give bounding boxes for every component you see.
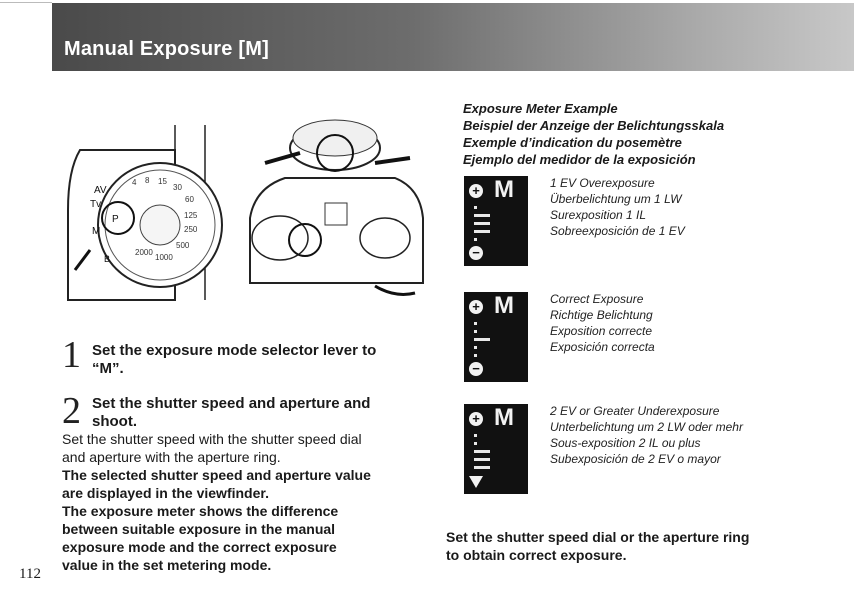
example-title-fr: Exemple d’indication du posemètre — [463, 135, 682, 150]
mode-indicator: M — [494, 176, 514, 203]
viewfinder-panel-underexposure — [464, 404, 528, 494]
minus-icon: − — [469, 246, 483, 260]
camera-top-illustration — [245, 108, 425, 308]
meter-tick — [474, 330, 477, 333]
closing-instruction — [446, 528, 749, 564]
meter-tick — [474, 458, 490, 461]
panel-3-line-2: Unterbelichtung um 2 LW oder mehr — [550, 420, 743, 434]
dial-label-15: 15 — [158, 177, 167, 186]
meter-tick — [474, 214, 490, 217]
dial-label-m: M — [92, 226, 101, 237]
meter-tick — [474, 338, 490, 341]
dial-label-4: 4 — [132, 178, 137, 187]
panel-2-line-1: Correct Exposure — [550, 292, 644, 306]
minus-icon: − — [469, 362, 483, 376]
step-2-heading-line-1: Set the shutter speed and aperture and — [92, 395, 371, 412]
meter-tick — [474, 230, 490, 233]
dial-label-125: 125 — [184, 211, 198, 220]
step-1-number: 1 — [62, 334, 81, 376]
dial-label-p: P — [112, 214, 119, 225]
dial-label-2000: 2000 — [135, 248, 153, 257]
meter-tick — [474, 238, 477, 241]
plus-icon: + — [469, 300, 483, 314]
dial-label-30: 30 — [173, 183, 182, 192]
panel-1-line-1: 1 EV Overexposure — [550, 176, 655, 190]
panel-1-line-3: Surexposition 1 IL — [550, 208, 647, 222]
panel-1-line-4: Sobreexposición de 1 EV — [550, 224, 685, 238]
mode-indicator: M — [494, 404, 514, 431]
panel-2-line-3: Exposition correcte — [550, 324, 653, 338]
step-2-heading-line-2: shoot. — [92, 413, 137, 430]
step-2-bold-line-5: exposure mode and the correct exposure — [62, 539, 337, 555]
step-1-heading-line-2: “M”. — [92, 360, 124, 377]
dial-label-500: 500 — [176, 241, 190, 250]
step-2-bold-line-2: are displayed in the viewfinder. — [62, 485, 269, 501]
panel-2-line-2: Richtige Belichtung — [550, 308, 653, 322]
example-title-de: Beispiel der Anzeige der Belichtungsskala — [463, 118, 725, 133]
page-number: 112 — [19, 566, 41, 582]
step-2-bold-line-1: The selected shutter speed and aperture value — [62, 467, 371, 483]
plus-icon: + — [469, 412, 483, 426]
closing-line-1: Set the shutter speed dial or the aperture ring — [446, 529, 750, 545]
step-2-body-line-2: and aperture with the aperture ring. — [62, 449, 281, 465]
meter-tick — [474, 466, 490, 469]
panel-3-line-4: Subexposición de 2 EV o mayor — [550, 452, 721, 466]
panel-3-line-1: 2 EV or Greater Underexposure — [550, 404, 720, 418]
meter-tick — [474, 442, 477, 445]
meter-tick — [474, 450, 490, 453]
viewfinder-panel-overexposure — [464, 176, 528, 266]
page-title: Manual Exposure [M] — [64, 38, 269, 60]
dial-label-250: 250 — [184, 225, 198, 234]
viewfinder-panel-correct — [464, 292, 528, 382]
mode-dial-illustration — [60, 110, 238, 305]
step-2-bold-line-6: value in the set metering mode. — [62, 557, 272, 573]
meter-tick — [474, 206, 477, 209]
mode-indicator: M — [494, 292, 514, 319]
dial-label-60: 60 — [185, 195, 194, 204]
dial-label-b: B — [104, 254, 111, 264]
step-2-bold-line-3: The exposure meter shows the difference — [62, 503, 339, 519]
dial-label-8: 8 — [145, 176, 150, 185]
step-2-number: 2 — [62, 390, 81, 432]
panel-3-line-3: Sous-exposition 2 IL ou plus — [550, 436, 701, 450]
dial-label-av: AV — [94, 185, 107, 196]
panel-2-line-4: Exposición correcta — [550, 340, 655, 354]
plus-icon: + — [469, 184, 483, 198]
meter-tick — [474, 222, 490, 225]
dial-label-1000: 1000 — [155, 253, 173, 262]
step-2-body-line-1: Set the shutter speed with the shutter speed dial — [62, 431, 362, 447]
closing-line-2: to obtain correct exposure. — [446, 547, 627, 563]
meter-tick — [474, 322, 477, 325]
example-title-es: Ejemplo del medidor de la exposición — [463, 152, 696, 167]
meter-tick — [474, 434, 477, 437]
example-title-en: Exposure Meter Example — [463, 101, 618, 116]
dial-label-tv: Tv — [90, 199, 102, 210]
step-2-bold-line-4: between suitable exposure in the manual — [62, 521, 336, 537]
meter-tick — [474, 354, 477, 357]
meter-tick — [474, 346, 477, 349]
step-1-heading-line-1: Set the exposure mode selector lever to — [92, 342, 377, 359]
panel-1-line-2: Überbelichtung um 1 LW — [550, 192, 682, 206]
underexposure-arrow-icon — [469, 476, 483, 488]
top-rule — [0, 2, 52, 3]
